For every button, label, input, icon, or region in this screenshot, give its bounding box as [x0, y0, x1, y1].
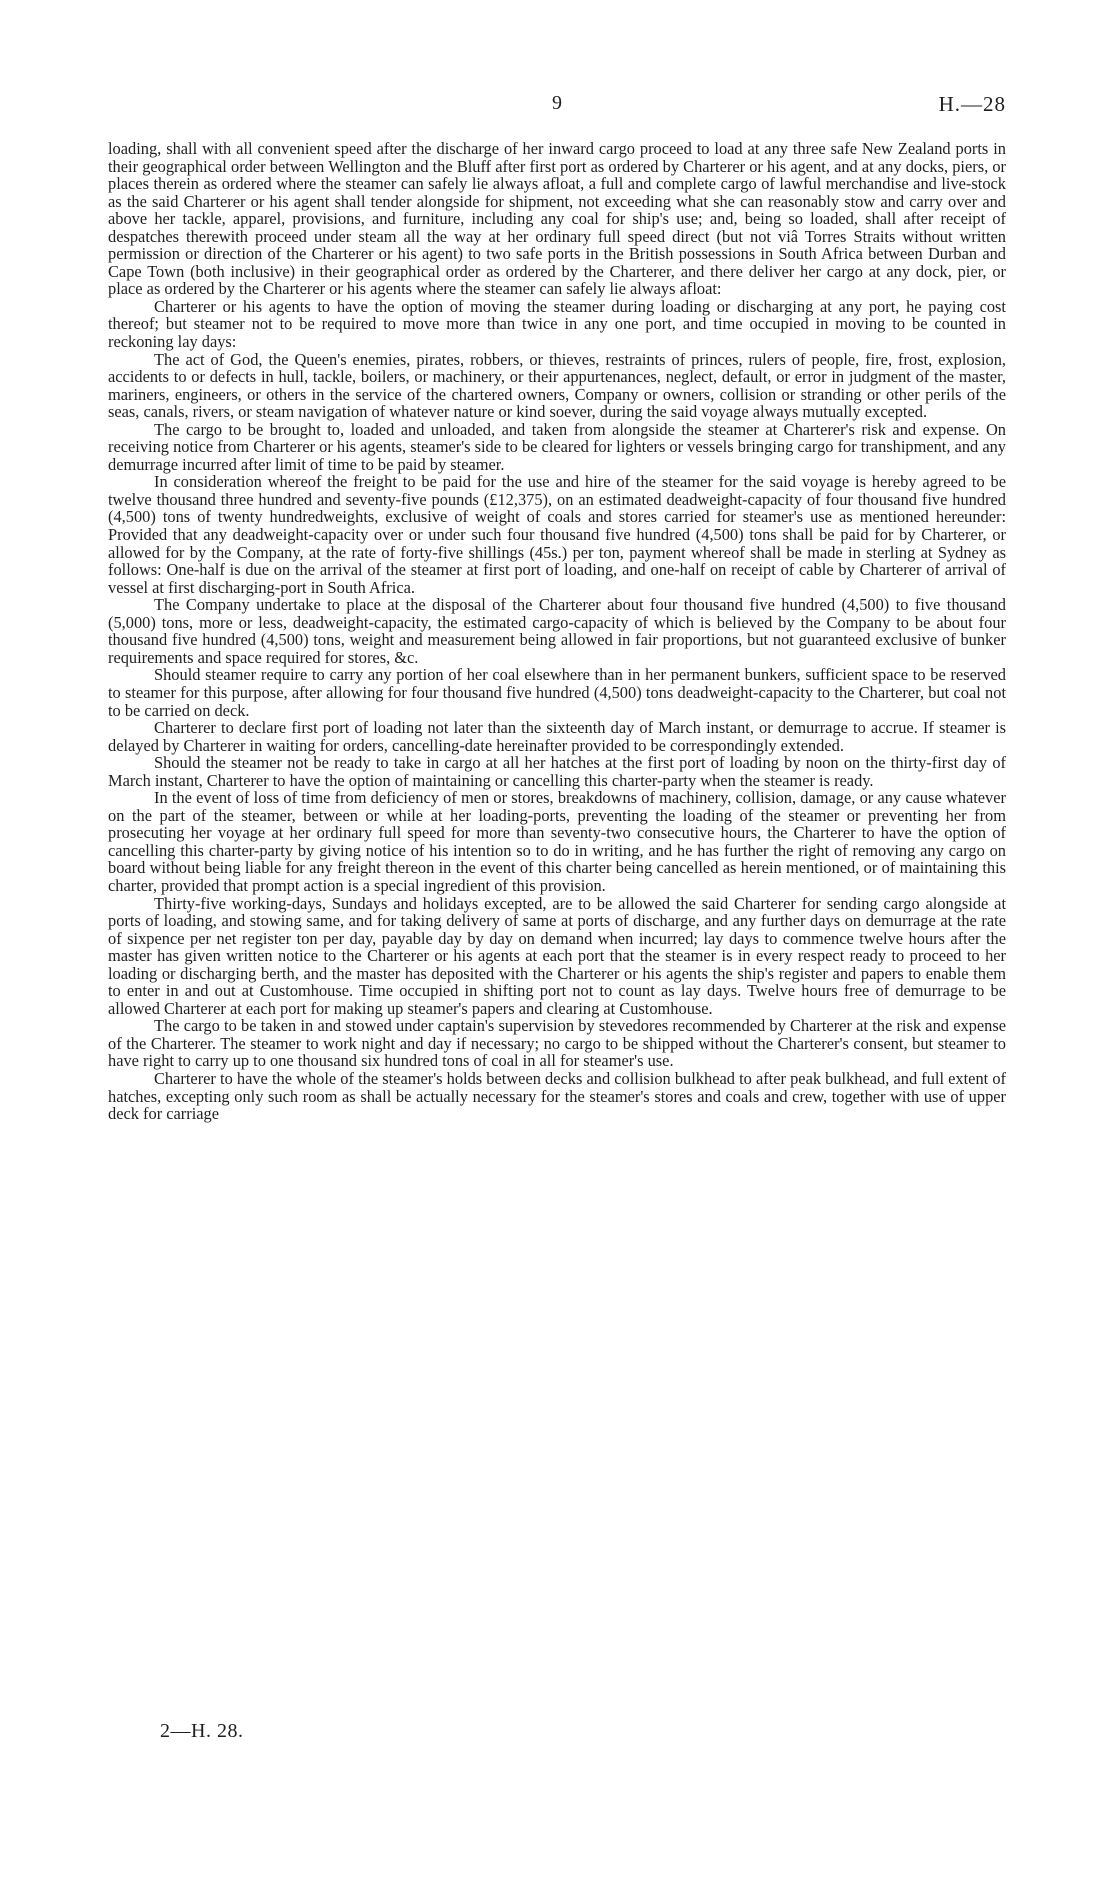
page-number: 9 — [552, 92, 562, 114]
paragraph-loss-of-time: In the event of loss of time from deficiency of men or stores, breakdowns of machinery, collision, damage, or any cause whatever on the part of the steamer, between or while at her loading-ports, preventing the loading of the steamer or preventing her from prosecuting her voyage at her ordinary full speed for more than seventy-two consecutive hours, the Charterer to have the option of cancelling this charter-party by giving notice of his intention so to do in writing, and he has further the right of removing any cargo on board without being liable for any freight thereon in the event of this charter being cancelled as herein mentioned, or of maintaining this charter, provided that prompt action is a special ingredient of this provision. — [108, 788, 1006, 895]
signature-mark: 2—H. 28. — [160, 1720, 244, 1742]
page-header — [0, 92, 1114, 122]
charter-party-text — [108, 140, 1006, 1123]
paragraph-lay-days: Thirty-five working-days, Sundays and holidays excepted, are to be allowed the said Charterer for sending cargo alongside at ports of loading, and stowing same, and for taking delivery of same at ports of discharge, and any further days on demurrage at the rate of sixpence per net register ton per day, payable day by day on demand when incurred; lay days to commence twelve hours after the master has given written notice to the Charterer or his agents at each port that the steamer is in every respect ready to proceed to her loading or discharging berth, and the master has deposited with the Charterer or his agents the ship's register and papers to enable them to enter in and out at Customhouse. Time occupied in shifting port not to count as lay days. Twelve hours free of demurrage to be allowed Charterer at each port for making up steamer's papers and clearing at Customhouse. — [108, 893, 1006, 1018]
paragraph-readiness: Should the steamer not be ready to take in cargo at all her hatches at the first port of loading by noon on the thirty-first day of March instant, Charterer to have the option of maintaining or cancelling this charter-party when the steamer is ready. — [108, 753, 1006, 790]
paragraph-cargo-handling: The cargo to be brought to, loaded and unloaded, and taken from alongside the steamer at Charterer's risk and expense. On receiving notice from Charterer or his agents, steamer's side to be cleared for lighters or vessels bringing cargo for transhipment, and any demurrage incurred after limit of time to be paid by steamer. — [108, 419, 1006, 474]
paragraph-capacity: The Company undertake to place at the disposal of the Charterer about four thousand five hundred (4,500) to five thousand (5,000) tons, more or less, deadweight-capacity, the estimated cargo-capacity of which is believed by the Company to be about four thousand five hundred (4,500) tons, weight and measurement being allowed in fair proportions, but not guaranteed exclusive of bunker requirements and space required for stores, &c. — [108, 595, 1006, 667]
document-reference: H.—28 — [938, 92, 1006, 116]
paragraph-moving-steamer: Charterer or his agents to have the option of moving the steamer during loading or discharging at any port, he paying cost thereof; but steamer not to be required to move more than twice in any one port, and time occupied in moving to be counted in reckoning lay days: — [108, 296, 1006, 352]
paragraph-freight: In consideration whereof the freight to be paid for the use and hire of the steamer for the said voyage is hereby agreed to be twelve thousand three hundred and seventy-five pounds (£12,375), on an estimated deadweight-capacity of four thousand five hundred (4,500) tons of twenty hundredweights, exclusive of weight of coals and stores carried for steamer's use as mentioned hereunder: Provided that any deadweight-capacity over or under such four thousand five hundred (4,500) tons shall be paid for by Charterer, or allowed for by the Company, at the rate of forty-five shillings (45s.) per ton, payment whereof shall be made in sterling at Sydney as follows: One-half is due on the arrival of the steamer at first port of loading, and one-half on receipt of cable by Charterer of arrival of vessel at first discharging-port in South Africa. — [108, 472, 1006, 597]
paragraph-coal-bunkers: Should steamer require to carry any portion of her coal elsewhere than in her permanent bunkers, sufficient space to be reserved to steamer for this purpose, after allowing for four thousand five hundred (4,500) tons deadweight-capacity to the Charterer, but coal not to be carried on deck. — [108, 665, 1006, 720]
paragraph-loading-voyage: loading, shall with all convenient speed after the discharge of her inward cargo proceed to load at any three safe New Zealand ports in their geographical order between Wellington and the Bluff after first port as ordered by Charterer or his agent, and at any docks, piers, or places therein as ordered where the steamer can safely lie always afloat, a full and complete cargo of lawful merchandise and live-stock as the said Charterer or his agent shall tender alongside for shipment, not exceeding what she can reasonably stow and carry over and above her tackle, apparel, provisions, and furniture, including any coal for ship's use; and, being so loaded, shall after receipt of despatches therewith proceed under steam all the way at her ordinary full speed direct (but not viâ Torres Straits without written permission or direction of the Charterer or his agent) to two safe ports in the British possessions in South Africa between Durban and Cape Town (both inclusive) in their geographical order as ordered by the Charterer, and there deliver her cargo at any dock, pier, or place as ordered by the Charterer or his agents where the steamer can safely lie always afloat: — [108, 139, 1006, 299]
paragraph-exceptions: The act of God, the Queen's enemies, pirates, robbers, or thieves, restraints of princes, rulers of people, fire, frost, explosion, accidents to or defects in hull, tackle, boilers, or machinery, or their appurtenances, neglect, default, or error in judgment of the master, mariners, engineers, or others in the service of the chartered owners, Company or owners, collision or stranding or other perils of the seas, canals, rivers, or steam navigation of whatever nature or kind soever, during the said voyage always mutually excepted. — [108, 349, 1006, 422]
paragraph-holds: Charterer to have the whole of the steamer's holds between decks and collision bulkhead to after peak bulkhead, and full extent of hatches, excepting only such room as shall be actually necessary for the steamer's stores and coals and crew, together with use of upper deck for carriage — [108, 1068, 1006, 1124]
paragraph-first-port: Charterer to declare first port of loading not later than the sixteenth day of March instant, or demurrage to accrue. If steamer is delayed by Charterer in waiting for orders, cancelling-date hereinafter provided to be correspondingly extended. — [108, 718, 1006, 755]
paragraph-stowage: The cargo to be taken in and stowed under captain's supervision by stevedores recommended by Charterer at the risk and expense of the Charterer. The steamer to work night and day if necessary; no cargo to be shipped without the Charterer's consent, but steamer to have right to carry up to one thousand six hundred tons of coal in all for steamer's use. — [108, 1016, 1006, 1071]
